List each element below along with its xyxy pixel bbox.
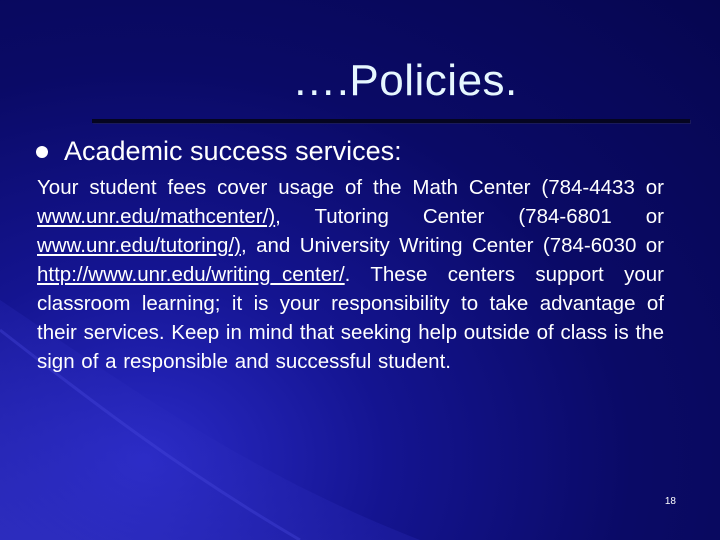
- body-text-3: , and University Writing Center (784-6030 or: [240, 234, 664, 257]
- bullet-item: [36, 136, 402, 167]
- math-center-link[interactable]: www.unr.edu/mathcenter/): [37, 205, 276, 228]
- page-number: 18: [664, 496, 676, 507]
- bullet-dot-icon: [36, 146, 48, 158]
- bullet-heading: Academic success services:: [64, 136, 402, 166]
- body-paragraph: [37, 173, 664, 376]
- writing-center-link[interactable]: http://www.unr.edu/writing_center/: [37, 263, 345, 286]
- body-text-2: , Tutoring Center (784-6801 or: [275, 205, 664, 228]
- tutoring-center-link[interactable]: www.unr.edu/tutoring/): [37, 234, 241, 257]
- body-text-1: Your student fees cover usage of the Math Center (784-4433 or: [37, 176, 664, 199]
- title-divider: [92, 119, 690, 123]
- body-text-4: . These centers support your classroom learning; it is your responsibility to take advantage of their services. Keep in mind that seeking help outside of class is the sign of a responsible and successful student.: [37, 263, 664, 373]
- slide-title: ….Policies.: [292, 56, 518, 105]
